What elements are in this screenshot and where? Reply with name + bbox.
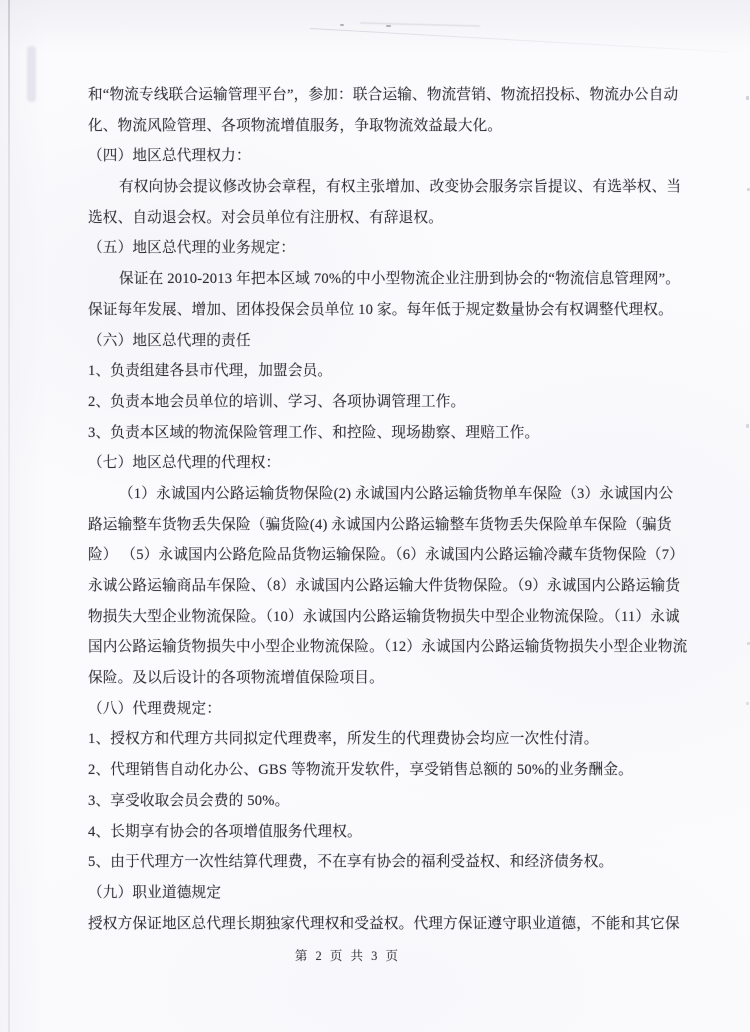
document-line: 授权方保证地区总代理长期独家代理权和受益权。代理方保证遵守职业道德，不能和其它保: [88, 915, 680, 932]
document-line: 物损失大型企业物流保险。（10）永诚国内公路运输货物损失中型企业物流保险。（11）永诚: [88, 608, 680, 625]
paper-crease-secondary: [360, 22, 480, 26]
document-line: 永诚公路运输商品车保险、（8）永诚国内公路运输大件货物保险。（9）永诚国内公路运输货: [88, 578, 681, 594]
list-item-2: 2、负责本地会员单位的培训、学习、各项协调管理工作。: [88, 393, 466, 410]
paper-edge-streak: [27, 46, 36, 102]
document-line: 保证每年发展、增加、团体投保会员单位 10 家。每年低于规定数量协会有权调整代理权。: [88, 301, 673, 318]
list-item-1: 1、负责组建各县市代理，加盟会员。: [88, 363, 333, 380]
document-line: （1）永诚国内公路运输货物保险(2) 永诚国内公路运输货物单车保险（3）永诚国内公: [119, 485, 674, 502]
document-line: 险） （5）永诚国内公路危险品货物运输保险。（6）永诚国内公路运输冷藏车货物保险（7）: [88, 547, 684, 564]
document-line: 保证在 2010-2013 年把本区域 70%的中小型物流企业注册到协会的“物流信息管理网”。: [119, 271, 681, 288]
section-heading-7: （七）地区总代理的代理权：: [88, 455, 281, 472]
document-line: 保险。及以后设计的各项物流增值保险项目。: [88, 670, 384, 687]
scan-speck: [746, 424, 749, 428]
page-number-footer: 第 2 页 共 3 页: [294, 949, 400, 963]
list-item-1: 1、授权方和代理方共同拟定代理费率，所发生的代理费协会均应一次性付清。: [88, 731, 599, 748]
section-heading-4: （四）地区总代理权力：: [88, 148, 251, 165]
section-heading-5: （五）地区总代理的业务规定：: [88, 240, 296, 257]
list-item-5: 5、由于代理方一次性结算代理费，不在享有协会的福利受益权、和经济债务权。: [88, 854, 614, 871]
list-item-4: 4、长期享有协会的各项增值服务代理权。: [88, 823, 362, 840]
document-line: 国内公路运输货物损失中小型企业物流保险。（12）永诚国内公路运输货物损失小型企业物流: [88, 639, 688, 656]
section-heading-8: （八）代理费规定：: [88, 700, 222, 717]
section-heading-6: （六）地区总代理的责任: [88, 332, 251, 349]
document-line: 有权向协会提议修改协会章程，有权主张增加、改变协会服务宗旨提议、有选举权、当: [119, 179, 682, 196]
list-item-3: 3、负责本区域的物流保险管理工作、和控险、现场勘察、理赔工作。: [88, 424, 540, 441]
scan-speck: [340, 24, 344, 26]
document-line: 路运输整车货物丢失保险（骗货险(4) 永诚国内公路运输整车货物丢失保险单车保险（骗货: [88, 516, 672, 533]
document-line: 化、物流风险管理、各项物流增值服务，争取物流效益最大化。: [88, 117, 503, 134]
scan-speck: [386, 25, 391, 27]
document-text-body: [88, 80, 698, 939]
document-line: 和“物流专线联合运输管理平台”，参加：联合运输、物流营销、物流招投标、物流办公自动: [88, 87, 679, 103]
paper-crease: [310, 28, 729, 52]
section-heading-9: （九）职业道德规定: [88, 884, 222, 901]
document-line: 选权、自动退会权。对会员单位有注册权、有辞退权。: [88, 209, 444, 226]
scan-speck: [746, 702, 749, 705]
list-item-2: 2、代理销售自动化办公、GBS 等物流开发软件，享受销售总额的 50%的业务酬金。: [88, 762, 633, 779]
list-item-3: 3、享受收取会员会费的 50%。: [88, 792, 290, 809]
scan-speck: [746, 96, 749, 100]
paper-left-edge-line: [8, 0, 10, 1032]
